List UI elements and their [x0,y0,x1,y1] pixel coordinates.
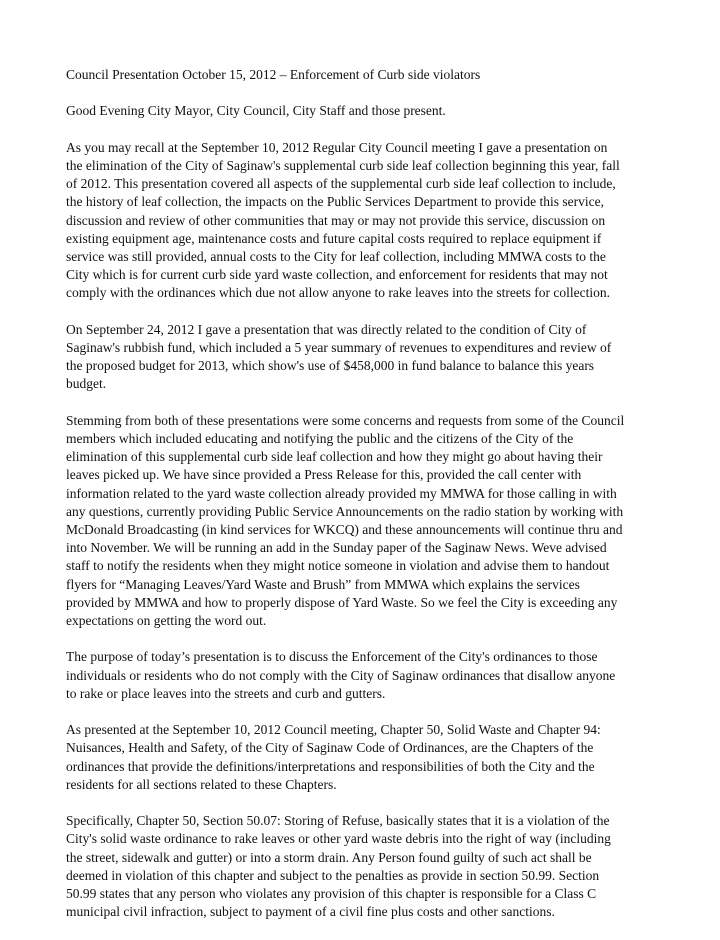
paragraph-section-50-07: Specifically, Chapter 50, Section 50.07: Storing of Refuse, basically states that it is a violation of the City's solid waste ordinance to rake leaves or other yard waste debris into the right of way (including the street, sidewalk and gutter) or into a storm drain. Any Person found guilty of such act shall be deemed in violation of this chapter and subject to the penalties as provide in section 50.99. Section 50.99 states that any person who violates any provision of this chapter is responsible for a Class C municipal civil infraction, subject to payment of a civil fine plus costs and other sanctions. [66,813,611,920]
paragraph-chapter-references: As presented at the September 10, 2012 Council meeting, Chapter 50, Solid Waste and Chapter 94: Nuisances, Health and Safety, of the City of Saginaw Code of Ordinances, are the Chapters of the ordinances that provide the definitions/interpretations and responsibilities of both the City and the residents for all sections related to these Chapters. [66,722,601,792]
paragraph-council-concerns: Stemming from both of these presentations were some concerns and requests from some of the Council members which included educating and notifying the public and the citizens of the City of the elimination of this supplemental curb side leaf collection and how they might go about having their leaves picked up. We have since provided a Press Release for this, provided the call center with information related to the yard waste collection already provided my MMWA for those calling in with any questions, currently providing Public Service Announcements on the radio station by working with McDonald Broadcasting (in kind services for WKCQ) and these announcements will continue thru and into November. We will be running an add in the Sunday paper of the Saginaw News. Weve advised staff to notify the residents when they might notice someone in violation and advise them to handout flyers for “Managing Leaves/Yard Waste and Brush” from MMWA which explains the services provided by MMWA and how to properly dispose of Yard Waste. So we feel the City is exceeding any expectations on getting the word out. [66,412,625,629]
paragraph-september-24-presentation: On September 24, 2012 I gave a presentation that was directly related to the condition of City of Saginaw's rubbish fund, which included a 5 year summary of revenues to expenditures and review of the proposed budget for 2013, which show's use of $458,000 in fund balance to balance this years budget. [66,321,612,392]
document-page [66,66,658,940]
document-title: Council Presentation October 15, 2012 – Enforcement of Curb side violators [66,67,481,82]
paragraph-september-10-presentation: As you may recall at the September 10, 2012 Regular City Council meeting I gave a presentation on the elimination of the City of Saginaw's supplemental curb side leaf collection beginning this year, fall of 2012. This presentation covered all aspects of the supplemental curb side leaf collection to include, the history of leaf collection, the impacts on the Public Services Department to provide this service, discussion and review of other communities that may or may not provide this service, discussion on existing equipment age, maintenance costs and future capital costs required to replace equipment if service was still provided, annual costs to the City for leaf collection, including MMWA costs to the City which is for current curb side yard waste collection, and enforcement for residents that may not comply with the ordinances which due not allow anyone to rake leaves into the streets for collection. [66,139,620,301]
paragraph-purpose: The purpose of today’s presentation is to discuss the Enforcement of the City's ordinances to those individuals or residents who do not comply with the City of Saginaw ordinances that disallow anyone to rake or place leaves into the streets and curb and gutters. [66,649,616,701]
paragraph-greeting: Good Evening City Mayor, City Council, City Staff and those present. [66,103,446,119]
